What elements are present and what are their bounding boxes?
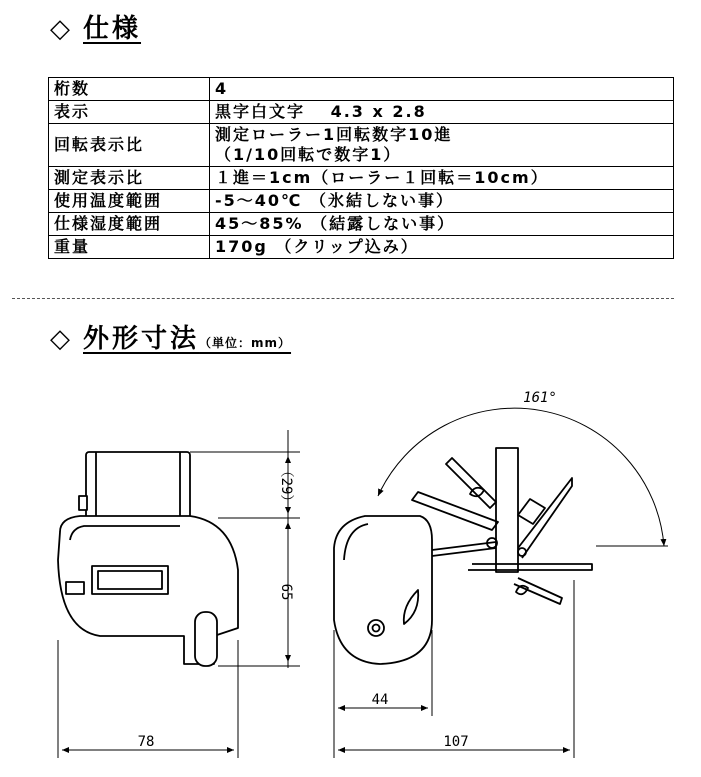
spec-label: 重量 bbox=[49, 236, 210, 259]
spec-title: 仕様 bbox=[83, 14, 142, 44]
spec-label: 回転表示比 bbox=[49, 124, 210, 167]
diamond-outline-icon: ◇ bbox=[50, 324, 73, 354]
spec-value: 黒字白文字 4.3 x 2.8 bbox=[210, 101, 674, 124]
front-view bbox=[58, 452, 238, 666]
spec-label: 仕様湿度範囲 bbox=[49, 213, 210, 236]
dims-title: 外形寸法 bbox=[83, 324, 200, 354]
spec-value: 170g （クリップ込み） bbox=[210, 236, 674, 259]
spec-value: 4 bbox=[210, 78, 674, 101]
dim-height-top: （29） bbox=[278, 463, 294, 509]
diamond-outline-icon: ◇ bbox=[50, 14, 73, 44]
dim-width-side-body: 44 bbox=[371, 692, 389, 708]
spec-label: 桁数 bbox=[49, 78, 210, 101]
dim-width-side-total: 107 bbox=[443, 734, 469, 750]
spec-value: １進＝1cm（ローラー１回転＝10cm） bbox=[210, 167, 674, 190]
spec-value: -5～40℃ （氷結しない事） bbox=[210, 190, 674, 213]
dim-height-body: 65 bbox=[278, 583, 294, 601]
spec-value: 測定ローラー1回転数字10進 （1/10回転で数字1） bbox=[210, 124, 674, 167]
spec-label: 使用温度範囲 bbox=[49, 190, 210, 213]
spec-label: 測定表示比 bbox=[49, 167, 210, 190]
dim-width-front: 78 bbox=[137, 734, 155, 750]
unit-note: （単位：mm） bbox=[199, 336, 292, 350]
spec-value: 45～85% （結露しない事） bbox=[210, 213, 674, 236]
dim-rotation-angle: 161° bbox=[523, 390, 557, 406]
spec-label: 表示 bbox=[49, 101, 210, 124]
side-view bbox=[334, 448, 592, 664]
